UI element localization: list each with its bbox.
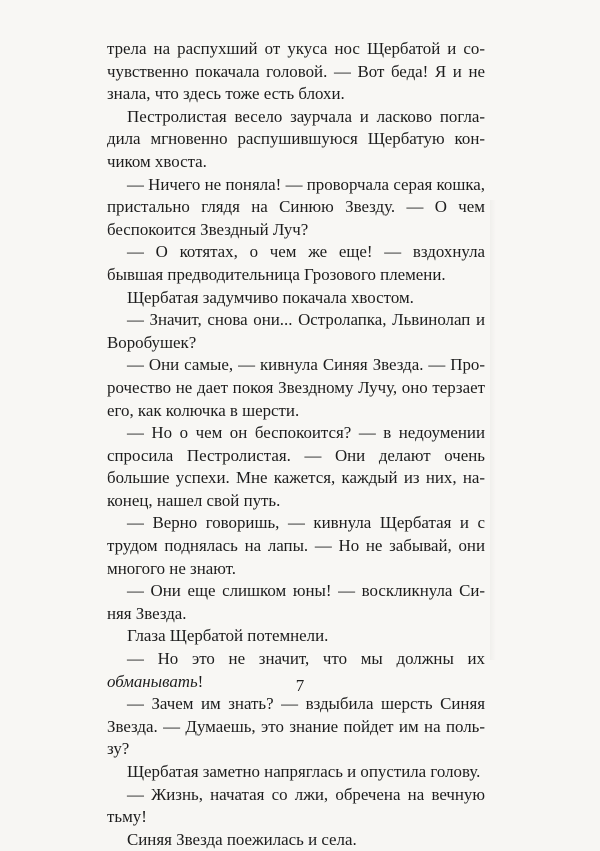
paragraph: — Но о чем он беспокоится? — в недоумении спросила Пестролистая. — Они делают очень большие успехи. Мне кажется, каждый из них, наконец, нашел свой путь. xyxy=(107,423,485,510)
paragraph: — Они самые, — кивнула Синяя Звезда. — Пророчество не дает покоя Звездному Лучу, оно терзает его, как колючка в шерсти. xyxy=(107,355,485,420)
paragraph-text: — Но это не значит, что мы должны их xyxy=(127,649,485,669)
emphasized-word: обманывать xyxy=(107,671,198,691)
paragraph: Синяя Звезда поежилась и села. xyxy=(127,829,357,849)
page-shadow xyxy=(490,200,496,660)
paragraph: — Жизнь, начатая со лжи, обречена на вечную тьму! xyxy=(107,784,485,827)
paragraph: Щербатая задумчиво покачала хвостом. xyxy=(127,287,414,307)
paragraph: Щербатая заметно напряглась и опустила голову. xyxy=(127,762,481,781)
paragraph: — Ничего не поняла! — проворчала серая кошка, пристально глядя на Синюю Звезду. — О чем беспокоится Звездный Луч? xyxy=(107,174,485,239)
paragraph-text: ! xyxy=(197,671,204,691)
paragraph: — Они еще слишком юны! — воскликнула Синяя Звезда. xyxy=(107,581,485,623)
paragraph: — Значит, снова они... Остролапка, Львинолап и Воробушек? xyxy=(107,310,485,352)
paragraph: трела на распухший от укуса нос Щербатой и сочувственно покачала головой. — Вот беда! Я и не знала, что здесь тоже есть блохи. xyxy=(107,39,485,104)
paragraph: — Зачем им знать? — вздыбила шерсть Синяя Звезда. — Думаешь, это знание пойдет им на пользу? xyxy=(107,694,485,759)
paragraph: Пестролистая весело заурчала и ласково погладила мгновенно распушившуюся Щербатую кончиком хвоста. xyxy=(107,106,485,171)
paragraph: — О котятах, о чем же еще! — вздохнула бывшая предводительница Грозового племени. xyxy=(107,242,485,284)
paragraph: — Верно говоришь, — кивнула Щербатая и с трудом поднялась на лапы. — Но не забывай, они многого не знают. xyxy=(107,513,485,578)
paragraph: Глаза Щербатой потемнели. xyxy=(127,626,329,646)
page-number: 7 xyxy=(295,676,305,695)
body-text xyxy=(107,38,485,851)
